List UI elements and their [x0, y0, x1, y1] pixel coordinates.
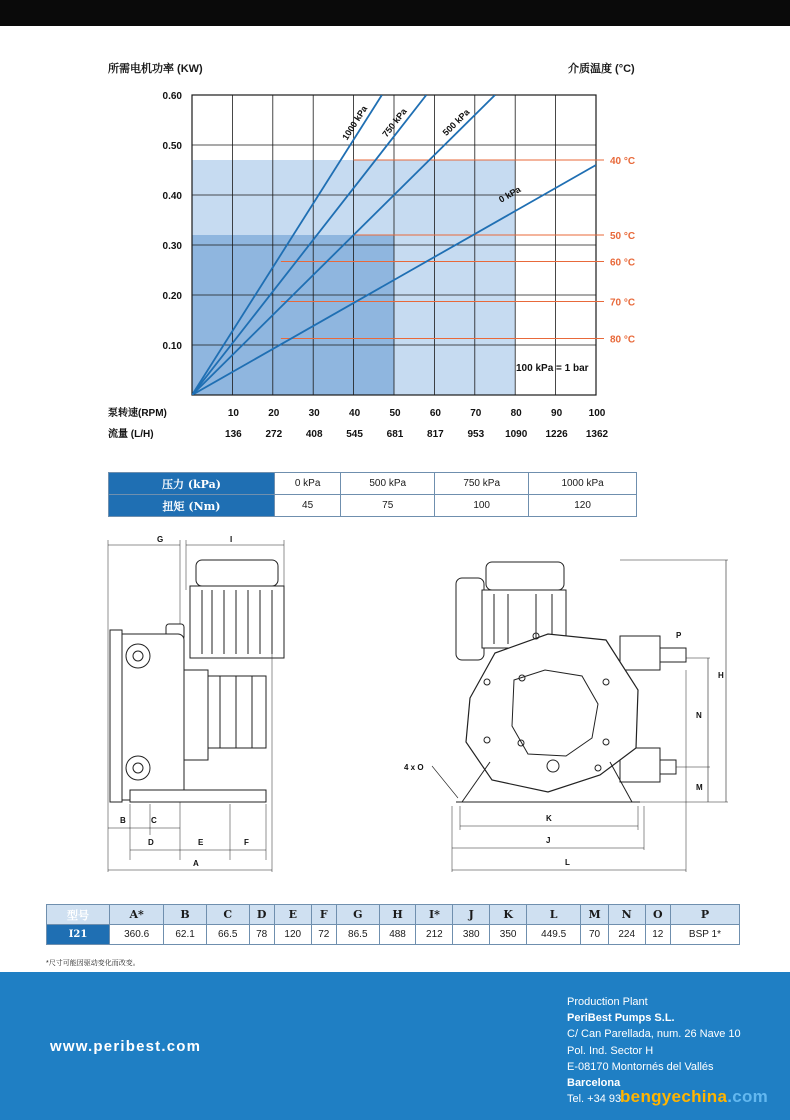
dim-cell: 78	[249, 925, 274, 945]
dim-label-h: H	[718, 671, 724, 680]
dim-cell: 449.5	[527, 925, 581, 945]
x-tick-label-flow: 1090	[505, 429, 528, 440]
torque-cell: 120	[529, 495, 637, 517]
x-tick-label-flow: 953	[467, 429, 485, 440]
x-tick-label-rpm: 60	[429, 408, 441, 419]
pump-drawings	[0, 530, 790, 890]
footnote: *尺寸可能因驱动变化而改变。	[46, 960, 140, 967]
dim-cell: 212	[416, 925, 453, 945]
dim-header: P	[670, 905, 739, 925]
dim-label-p: P	[676, 631, 682, 640]
address-street: C/ Can Parellada, num. 26 Nave 10	[567, 1028, 741, 1041]
dim-label-l: L	[565, 858, 570, 867]
dim-cell: 62.1	[164, 925, 207, 945]
x-tick-label-rpm: 50	[389, 408, 401, 419]
dim-cell: 360.6	[110, 925, 164, 945]
dim-label-j: J	[546, 836, 551, 845]
dim-header: B	[164, 905, 207, 925]
bolt-label: 4 x O	[404, 763, 424, 772]
chart-title-temperature: 介质温度 (°C)	[568, 63, 635, 75]
dim-label-b: B	[120, 816, 126, 825]
y-tick-label: 0.40	[162, 191, 182, 202]
dim-cell: 72	[311, 925, 336, 945]
dim-header: D	[249, 905, 274, 925]
dim-header: C	[206, 905, 249, 925]
power-chart	[0, 0, 790, 460]
dim-cell: 224	[608, 925, 645, 945]
dim-cell: 380	[453, 925, 490, 945]
y-tick-label: 0.10	[162, 341, 182, 352]
y-tick-label: 0.60	[162, 91, 182, 102]
series-label: 500 kPa	[440, 107, 472, 138]
temperature-label: 50 °C	[610, 231, 636, 242]
dim-header: H	[379, 905, 416, 925]
dim-header: M	[581, 905, 608, 925]
dim-label-g: G	[157, 535, 164, 544]
series-label: 0 kPa	[497, 184, 523, 205]
watermark-tld: .com	[727, 1087, 769, 1106]
footer	[0, 972, 790, 1120]
pressure-cell: 0 kPa	[275, 473, 341, 495]
address-plant: Production Plant	[567, 996, 648, 1008]
pressure-torque-table	[108, 472, 637, 517]
x-axis-label-rpm: 泵转速(RPM)	[108, 408, 167, 419]
x-tick-label-rpm: 10	[227, 408, 239, 419]
shaded-region-1	[192, 235, 394, 395]
series-label: 1000 kPa	[340, 103, 370, 142]
dim-label-i: I	[230, 535, 233, 544]
x-tick-label-flow: 272	[265, 429, 283, 440]
dim-header: E	[274, 905, 311, 925]
dim-header: K	[490, 905, 527, 925]
y-tick-label: 0.30	[162, 241, 182, 252]
x-tick-label-flow: 1226	[545, 429, 568, 440]
dimensions-header-row	[47, 905, 740, 925]
dim-cell: BSP 1*	[670, 925, 739, 945]
front-view-drawing	[432, 560, 728, 872]
watermark	[620, 1087, 768, 1107]
torque-cell: 45	[275, 495, 341, 517]
dim-label-m: M	[696, 783, 703, 792]
dim-header: A*	[110, 905, 164, 925]
dim-label-a: A	[193, 859, 199, 868]
x-tick-label-rpm: 90	[551, 408, 563, 419]
torque-label: 扭矩 (Nm)	[109, 495, 275, 517]
dim-cell: 120	[274, 925, 311, 945]
dim-header: G	[336, 905, 379, 925]
x-tick-label-rpm: 100	[588, 408, 606, 419]
dimensions-row-i21	[47, 925, 740, 945]
dim-cell: 488	[379, 925, 416, 945]
pressure-cell: 500 kPa	[341, 473, 435, 495]
pressure-cell: 1000 kPa	[529, 473, 637, 495]
website-link[interactable]: www.peribest.com	[50, 1038, 202, 1055]
dim-header: O	[645, 905, 670, 925]
dim-cell: 66.5	[206, 925, 249, 945]
x-tick-label-flow: 1362	[585, 429, 609, 440]
address-city: E-08170 Montornés del Vallés	[567, 1060, 714, 1073]
dim-header: F	[311, 905, 336, 925]
x-tick-label-flow: 408	[305, 429, 323, 440]
series-label: 750 kPa	[380, 106, 409, 139]
address-phone: Tel. +34 93	[567, 1093, 622, 1106]
dim-label-e: E	[198, 838, 204, 847]
dim-cell: 350	[490, 925, 527, 945]
dim-header: I*	[416, 905, 453, 925]
chart-title-power: 所需电机功率 (KW)	[108, 63, 203, 75]
x-tick-label-flow: 545	[346, 429, 363, 440]
temperature-label: 80 °C	[610, 334, 636, 346]
x-tick-label-rpm: 40	[349, 408, 361, 419]
dim-cell: 70	[581, 925, 608, 945]
temperature-label: 40 °C	[610, 156, 636, 167]
address-company: PeriBest Pumps S.L.	[567, 1012, 675, 1025]
y-tick-label: 0.20	[162, 291, 182, 302]
side-view-drawing	[108, 540, 284, 872]
x-tick-label-rpm: 70	[470, 408, 482, 419]
temperature-label: 70 °C	[610, 297, 636, 309]
dim-label-k: K	[546, 814, 552, 823]
pressure-label: 压力 (kPa)	[109, 473, 275, 495]
x-axis-label-flow: 流量 (L/H)	[108, 429, 154, 440]
watermark-main: bengyechina	[620, 1087, 728, 1106]
dim-cell: 86.5	[336, 925, 379, 945]
dim-header: L	[527, 905, 581, 925]
pressure-cell: 750 kPa	[435, 473, 529, 495]
model-cell: I21	[47, 925, 110, 945]
x-tick-label-flow: 817	[427, 429, 444, 440]
x-tick-label-rpm: 30	[308, 408, 320, 419]
temperature-label: 60 °C	[610, 257, 636, 269]
x-tick-label-flow: 681	[386, 429, 404, 440]
x-tick-label-rpm: 80	[510, 408, 522, 419]
dim-label-n: N	[696, 711, 702, 720]
y-tick-label: 0.50	[162, 141, 182, 152]
dim-label-f: F	[244, 838, 249, 847]
pressure-row	[109, 473, 637, 495]
address-estate: Pol. Ind. Sector H	[567, 1044, 654, 1057]
torque-row	[109, 495, 637, 517]
dimensions-table	[46, 904, 740, 945]
x-tick-label-rpm: 20	[268, 408, 280, 419]
chart-annotation: 100 kPa = 1 bar	[516, 363, 589, 374]
address-region: Barcelona	[567, 1077, 621, 1090]
dim-header: N	[608, 905, 645, 925]
x-tick-label-flow: 136	[225, 429, 242, 440]
model-header: 型号	[47, 905, 110, 925]
torque-cell: 75	[341, 495, 435, 517]
torque-cell: 100	[435, 495, 529, 517]
dim-label-c: C	[151, 816, 157, 825]
dim-cell: 12	[645, 925, 670, 945]
dim-label-d: D	[148, 838, 154, 847]
dim-header: J	[453, 905, 490, 925]
